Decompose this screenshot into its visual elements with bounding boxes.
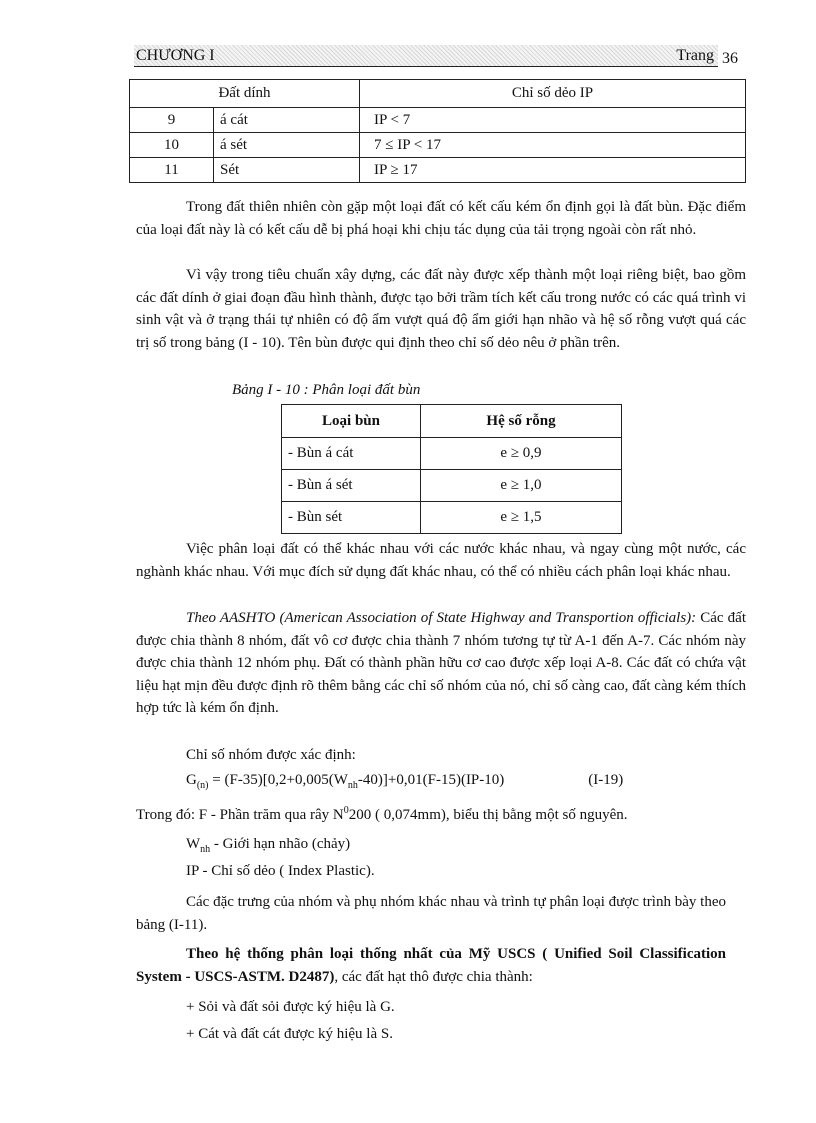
- table-row: [130, 158, 746, 183]
- column-header: Hệ số rỗng: [421, 405, 622, 438]
- uscs-title: Theo hệ thống phân loại thống nhất của Mỹ USCS ( Unified Soil Classification System - USCS-ASTM. D2487): [136, 946, 726, 985]
- table-row: [282, 438, 622, 470]
- uscs-text: , các đất hạt thô được chia thành:: [334, 968, 533, 985]
- table-caption: Bảng I - 10 : Phân loại đất bùn: [232, 382, 421, 398]
- aashto-title: Theo AASHTO (American Association of State Highway and Transportion officials):: [186, 610, 697, 626]
- row-number: 9: [130, 108, 214, 133]
- ip-range: IP ≥ 17: [360, 158, 746, 183]
- plasticity-table: [129, 79, 746, 183]
- table-row: [282, 502, 622, 534]
- page-number: 36: [722, 50, 738, 67]
- aashto-text: Các đất được chia thành 8 nhóm, đất vô cơ được chia thành 7 nhóm tương tự từ A-1 đến A-7. Các nhóm này được chia thành 12 nhóm phụ. Đất có thành phần hữu cơ cao được xếp loại A-8. Các đất có chứa vật liệu hạt mịn đều được định rõ thêm bằng các chỉ số nhóm của nó, chỉ số càng cao, đất càng kém thích hợp tức là kém ổn định.: [136, 610, 746, 716]
- mud-classification-table: [281, 404, 622, 534]
- mud-type: - Bùn á sét: [282, 470, 421, 502]
- paragraph-groups: Các đặc trưng của nhóm và phụ nhóm khác nhau và trình tự phân loại được trình bày theo bảng (I-11).: [136, 894, 726, 933]
- table-header-row: [282, 405, 622, 438]
- void-ratio: e ≥ 0,9: [421, 438, 622, 470]
- ip-range: 7 ≤ IP < 17: [360, 133, 746, 158]
- formula-label: (I-19): [588, 772, 624, 788]
- where-wnh: $W_{nh}$ - Giới hạn nhão (chảy): [186, 836, 351, 855]
- paragraph-aashto: [136, 607, 746, 720]
- row-number: 10: [130, 133, 214, 158]
- group-index-formula: $G_{(n)} = (F-35)[0,2+0,005(W_{nh}-40)]+0,01(F-15)(IP-10)$ (I-19): [186, 772, 624, 791]
- mud-type: - Bùn á cát: [282, 438, 421, 470]
- soil-name: á cát: [214, 108, 360, 133]
- bullet-sand: + Cát và đất cát được ký hiệu là S.: [186, 1026, 393, 1042]
- mud-type: - Bùn sét: [282, 502, 421, 534]
- void-ratio: e ≥ 1,0: [421, 470, 622, 502]
- chapter-title: CHƯƠNG I: [136, 47, 215, 64]
- table-row: [130, 108, 746, 133]
- chapter-header: [134, 45, 718, 67]
- table-header-row: [130, 80, 746, 108]
- soil-name: á sét: [214, 133, 360, 158]
- paragraph-mud-intro: Trong đất thiên nhiên còn gặp một loại đất có kết cấu kém ổn định gọi là đất bùn. Đặc điểm của loại đất này là có kết cấu dễ bị phá hoại khi chịu tác dụng của tải trọng ngoài còn rất nhỏ.: [136, 199, 746, 238]
- where-f: Trong đó: F - Phần trăm qua rây $N^0200$ ( 0,074mm), biểu thị bằng một số nguyên.: [136, 805, 628, 823]
- paragraph-uscs: [136, 943, 726, 988]
- table-row: [282, 470, 622, 502]
- column-header: Chỉ số dẻo IP: [360, 80, 746, 108]
- ip-range: IP < 7: [360, 108, 746, 133]
- column-header: Loại bùn: [282, 405, 421, 438]
- soil-name: Sét: [214, 158, 360, 183]
- row-number: 11: [130, 158, 214, 183]
- void-ratio: e ≥ 1,5: [421, 502, 622, 534]
- table-row: [130, 133, 746, 158]
- column-header: Đất dính: [130, 80, 360, 108]
- where-ip: IP - Chỉ số dẻo ( Index Plastic).: [186, 863, 375, 879]
- paragraph-mud-standard: Vì vậy trong tiêu chuẩn xây dựng, các đất này được xếp thành một loại riêng biệt, bao gồm các đất dính ở giai đoạn đầu hình thành, được tạo bởi trầm tích kết cấu trong nước có các quá trình vi sinh vật và ở trạng thái tự nhiên có độ ẩm vượt quá độ ẩm giới hạn nhão và hệ số rỗng vượt quá các trị số trong bảng (I - 10). Tên bùn được qui định theo chỉ số dẻo nêu ở phần trên.: [136, 267, 746, 351]
- paragraph-classification: Việc phân loại đất có thể khác nhau với các nước khác nhau, và ngay cùng một nước, các nghành khác nhau. Với mục đích sử dụng đất khác nhau, có thể có nhiều cách phân loại khác nhau.: [136, 541, 746, 580]
- bullet-gravel: + Sỏi và đất sỏi được ký hiệu là G.: [186, 999, 395, 1015]
- page-label: Trang: [676, 47, 714, 64]
- group-index-intro: Chỉ số nhóm được xác định:: [186, 747, 356, 763]
